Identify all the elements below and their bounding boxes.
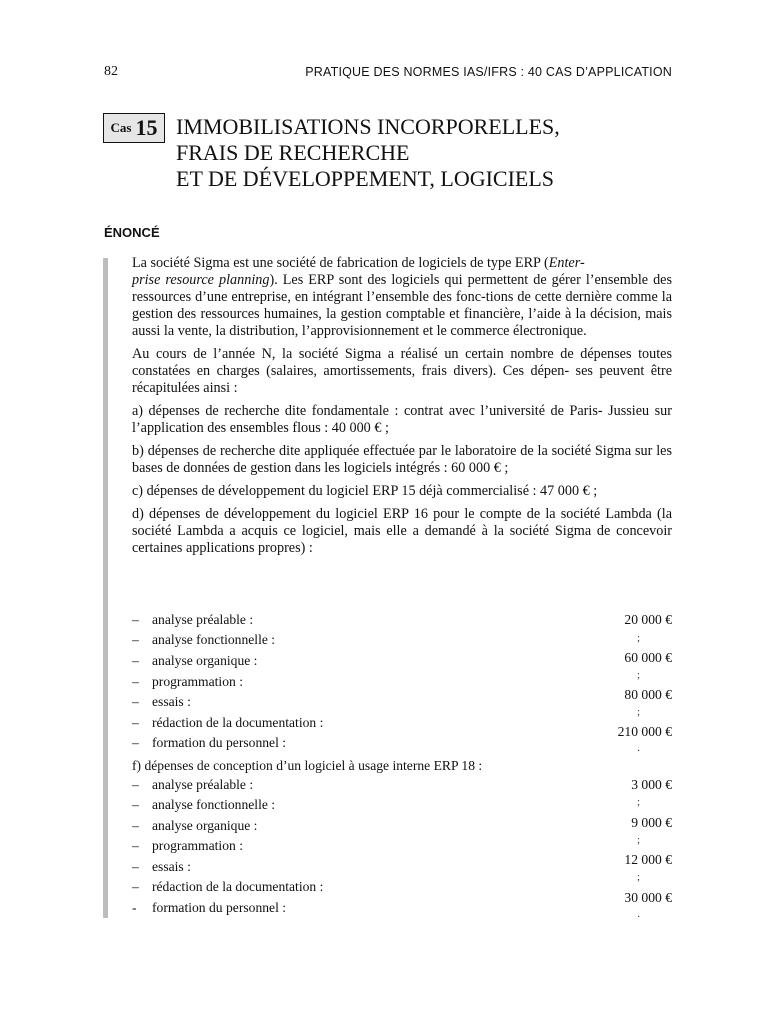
case-title-line: FRAIS DE RECHERCHE bbox=[176, 140, 410, 165]
separator: ; bbox=[636, 632, 640, 644]
separator: ; bbox=[636, 706, 640, 718]
separator: . bbox=[637, 908, 640, 920]
case-label: Cas bbox=[110, 120, 132, 135]
list-item: – essais : bbox=[132, 694, 191, 709]
item-c: c) dépenses de développement du logiciel ERP 15 déjà commercialisé : 47 000 € ; bbox=[132, 483, 598, 499]
paragraph-intro: La société Sigma est une société de fabrication de logiciels de type ERP (Enter- prise resource planning). Les ERP sont des logiciels qui permettent de gérer l’ensemble des ressources d’une entreprise, en intégrant l’ensemble des fonc-tions de cette dernière comme la gestion des ressources humaines, la gestion comptable et financière, l’aide à la décision, mais aussi la vente, la distribution, l’approvisionnement et le commerce électronique. bbox=[132, 255, 672, 339]
list-item: – rédaction de la documentation : bbox=[132, 715, 324, 730]
amount: 210 000 € bbox=[617, 724, 672, 739]
list-item: – analyse fonctionnelle : bbox=[132, 797, 276, 812]
case-badge bbox=[103, 113, 165, 143]
amount: 3 000 € bbox=[631, 777, 672, 792]
item-a: a) dépenses de recherche dite fondamentale : contrat avec l’université de Paris- Jussieu sur l’application des ensembles flous : 40 000 € ; bbox=[132, 403, 672, 436]
list-item: – analyse fonctionnelle : bbox=[132, 632, 276, 647]
section-title: ÉNONCÉ bbox=[104, 225, 160, 240]
statement-body bbox=[132, 255, 672, 556]
case-title bbox=[176, 114, 560, 192]
amount: 20 000 € bbox=[624, 612, 672, 627]
item-b: b) dépenses de recherche dite appliquée effectuée par le laboratoire de la société Sigma sur les bases de données de gestion dans les logiciels intégrés : 60 000 € ; bbox=[132, 443, 672, 476]
list-e bbox=[132, 612, 672, 752]
item-f-label: f) dépenses de conception d’un logiciel à usage interne ERP 18 : bbox=[132, 758, 483, 773]
case-title-line: IMMOBILISATIONS INCORPORELLES, bbox=[176, 114, 560, 139]
margin-bar bbox=[103, 258, 108, 918]
case-title-line: ET DE DÉVELOPPEMENT, LOGICIELS bbox=[176, 166, 555, 191]
separator: ; bbox=[636, 669, 640, 681]
list-item: – analyse préalable : bbox=[132, 612, 254, 627]
list-item: – programmation : bbox=[132, 674, 243, 689]
separator: ; bbox=[636, 871, 640, 883]
separator: . bbox=[637, 742, 640, 754]
case-number: 15 bbox=[135, 115, 158, 140]
amount: 9 000 € bbox=[631, 815, 672, 830]
item-d: d) dépenses de développement du logiciel ERP 16 pour le compte de la société Lambda (la société Lambda a acquis ce logiciel, mais elle a demandé à la société Sigma de concevoir certaines applications propres) : bbox=[132, 506, 672, 556]
list-item: – analyse organique : bbox=[132, 653, 258, 668]
amount: 80 000 € bbox=[624, 687, 672, 702]
amount: 30 000 € bbox=[624, 890, 672, 905]
separator: ; bbox=[636, 796, 640, 808]
separator: ; bbox=[636, 834, 640, 846]
list-item: – rédaction de la documentation : bbox=[132, 879, 324, 894]
list-item: – programmation : bbox=[132, 838, 243, 853]
amount: 60 000 € bbox=[624, 650, 672, 665]
list-item: – analyse préalable : bbox=[132, 777, 254, 792]
page-number: 82 bbox=[104, 64, 118, 79]
paragraph-expenses: Au cours de l’année N, la société Sigma a réalisé un certain nombre de dépenses toutes constatées en charges (salaires, amortissements, frais divers). Ces dépen- ses peuvent être récapitulées ainsi : bbox=[132, 346, 672, 396]
amount: 12 000 € bbox=[624, 852, 672, 867]
running-title: PRATIQUE DES NORMES IAS/IFRS : 40 CAS D’APPLICATION bbox=[305, 65, 672, 79]
list-item: – essais : bbox=[132, 859, 191, 874]
list-item: – formation du personnel : bbox=[132, 735, 287, 750]
list-item: - formation du personnel : bbox=[132, 900, 287, 915]
list-item: – analyse organique : bbox=[132, 818, 258, 833]
list-f bbox=[132, 777, 672, 919]
